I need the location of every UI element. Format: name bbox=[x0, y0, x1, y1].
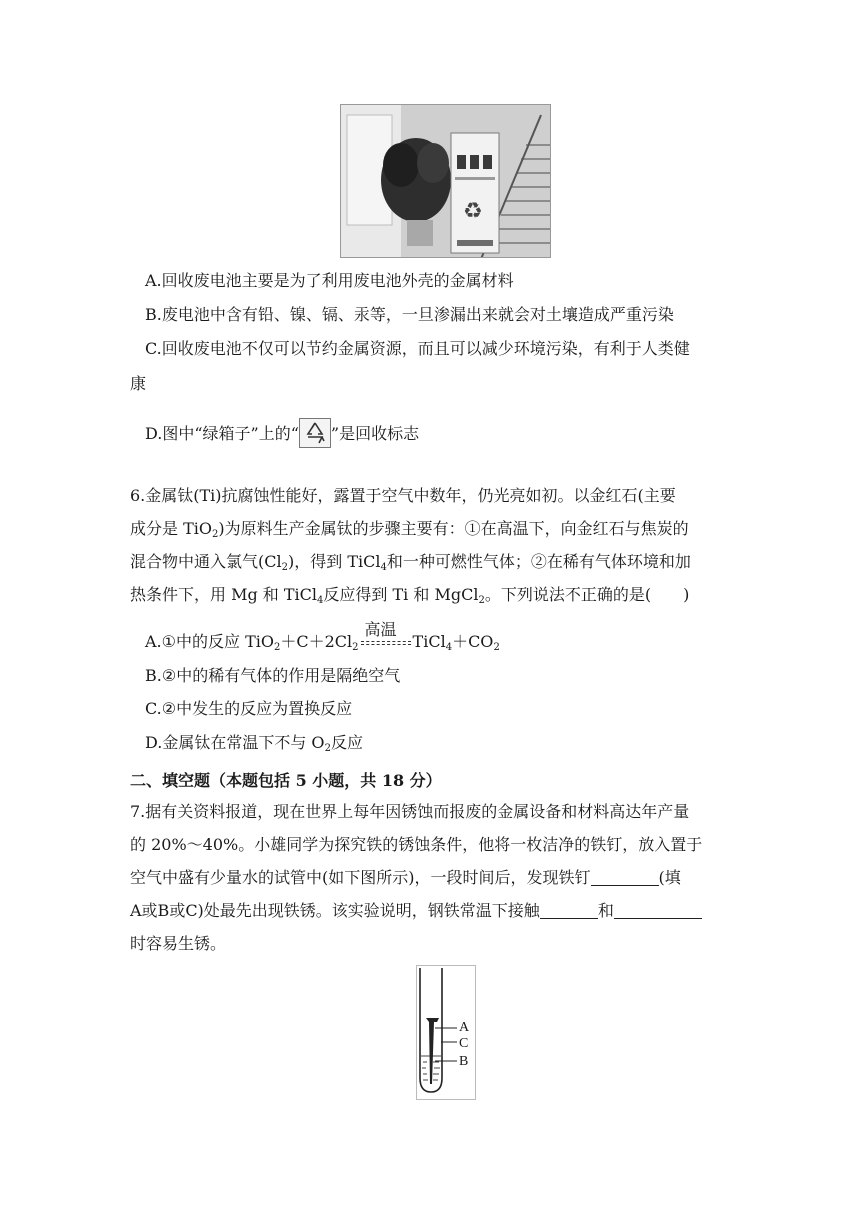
label-b: B bbox=[459, 1054, 469, 1069]
q6-option-c: C.②中发生的反应为置换反应 bbox=[145, 699, 353, 718]
q7-line2: 的 20%～40%。小雄同学为探究铁的锈蚀条件，他将一枚洁净的铁钉，放入置于 bbox=[130, 835, 703, 854]
section-heading: 二、填空题（本题包括 5 小题，共 18 分） bbox=[130, 771, 442, 790]
equation-text: TiCl bbox=[412, 632, 446, 651]
q6-stem-text: 混合物中通入氯气(Cl bbox=[130, 552, 282, 571]
subscript: 4 bbox=[445, 642, 453, 653]
q5-option-c-line1: C.回收废电池不仅可以节约金属资源，而且可以减少环境污染，有利于人类健 bbox=[145, 339, 690, 358]
q6-option-d bbox=[145, 732, 363, 760]
q5-option-d-pre: D.图中“绿箱子”上的“ bbox=[145, 424, 299, 443]
q6-option-d-text: 反应 bbox=[330, 733, 363, 752]
recycling-scene-image bbox=[341, 105, 551, 258]
subscript: 2 bbox=[281, 562, 288, 573]
q6-option-b: B.②中的稀有气体的作用是隔绝空气 bbox=[145, 666, 401, 685]
q6-stem-text: 和一种可燃性气体；②在稀有气体环境和加 bbox=[386, 552, 691, 571]
q7-line3 bbox=[130, 867, 681, 889]
q6-stem-text: 成分是 TiO bbox=[130, 519, 212, 538]
q6-stem-text: 热条件下，用 Mg 和 TiCl bbox=[130, 585, 318, 604]
q6-option-d-text: D.金属钛在常温下不与 O bbox=[145, 733, 325, 752]
q5-option-c-line2: 康 bbox=[130, 374, 147, 393]
reaction-condition-sign bbox=[359, 620, 413, 653]
q7-text: 空气中盛有少量水的试管中(如下图所示)，一段时间后，发现铁钉 bbox=[130, 868, 591, 887]
label-a: A bbox=[459, 1020, 470, 1035]
answer-blank-1[interactable] bbox=[591, 869, 659, 886]
q7-line4 bbox=[130, 900, 702, 922]
q5-option-b: B.废电池中含有铅、镍、镉、汞等，一旦渗漏出来就会对土壤造成严重污染 bbox=[145, 305, 674, 324]
q6-option-a bbox=[145, 620, 500, 659]
equation-text: A.①中的反应 TiO bbox=[145, 632, 274, 651]
subscript: 2 bbox=[478, 595, 485, 606]
label-c: C bbox=[459, 1036, 469, 1051]
q5-option-a: A.回收废电池主要是为了利用废电池外壳的金属材料 bbox=[145, 271, 514, 290]
q6-stem-line3 bbox=[130, 551, 691, 579]
q7-text: (填 bbox=[658, 868, 681, 887]
subscript: 2 bbox=[352, 642, 359, 653]
subscript: 2 bbox=[212, 529, 219, 540]
q6-stem-text: 。下列说法不正确的是( ) bbox=[484, 585, 690, 604]
subscript: 4 bbox=[380, 562, 387, 573]
q7-text: A或B或C)处最先出现铁锈。该实验说明，钢铁常温下接触 bbox=[130, 901, 540, 920]
q6-stem-text: 反应得到 Ti 和 MgCl bbox=[323, 585, 479, 604]
q5-option-d bbox=[145, 418, 419, 448]
recycle-icon: ♻ bbox=[463, 199, 483, 224]
q5-option-d-post: ”是回收标志 bbox=[330, 424, 420, 443]
q6-stem-text: )为原料生产金属钛的步骤主要有：①在高温下，向金红石与焦炭的 bbox=[218, 519, 689, 538]
q7-text: 和 bbox=[597, 901, 614, 920]
subscript: 2 bbox=[493, 642, 500, 653]
recycling-bin-photo bbox=[340, 104, 551, 258]
q6-stem-line4 bbox=[130, 584, 689, 612]
subscript: 4 bbox=[317, 595, 324, 606]
reaction-condition: 高温 bbox=[364, 620, 397, 639]
recycle-icon bbox=[299, 418, 331, 448]
q7-line1: 7.据有关资料报道，现在世界上每年因锈蚀而报废的金属设备和材料高达年产量 bbox=[130, 802, 690, 821]
q6-stem-text: )，得到 TiCl bbox=[287, 552, 381, 571]
test-tube-figure bbox=[416, 965, 476, 1100]
subscript: 2 bbox=[324, 743, 331, 754]
q7-line5: 时容易生锈。 bbox=[130, 934, 227, 953]
answer-blank-3[interactable] bbox=[614, 902, 702, 919]
equation-text: ＋CO bbox=[452, 632, 494, 651]
subscript: 2 bbox=[273, 642, 281, 653]
answer-blank-2[interactable] bbox=[540, 902, 598, 919]
q6-stem-line1: 6.金属钛(Ti)抗腐蚀性能好，露置于空气中数年，仍光亮如初。以金红石(主要 bbox=[130, 486, 676, 505]
q6-stem-line2 bbox=[130, 518, 689, 546]
equation-text: ＋C＋2Cl bbox=[280, 632, 353, 651]
